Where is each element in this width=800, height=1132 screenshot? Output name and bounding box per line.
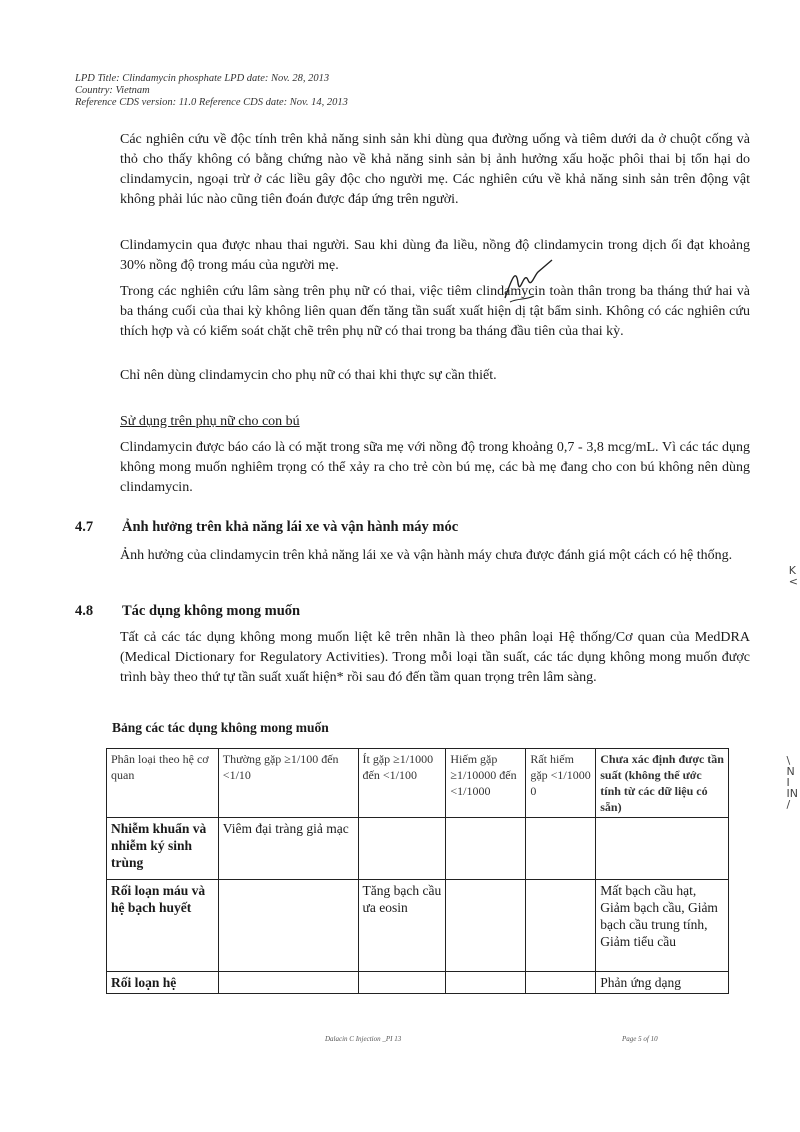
header-system-organ-class: Phân loại theo hệ cơ quan [107,749,219,818]
table-cell [446,818,526,880]
header-common: Thường gặp ≥1/100 đến <1/10 [218,749,358,818]
table-row [107,818,729,880]
table-cell [218,972,358,994]
header-line-title: LPD Title: Clindamycin phosphate LPD date: Nov. 28, 2013 [75,73,330,84]
table-cell [446,972,526,994]
table-cell: Rối loạn hệ [107,972,219,994]
table-cell: Tăng bạch cầu ưa eosin [358,880,446,972]
table-cell: Rối loạn máu và hệ bạch huyết [107,880,219,972]
section-4-8-number: 4.8 [75,603,94,619]
section-4-7-title: Ảnh hưởng trên khả năng lái xe và vận hành máy móc [122,519,459,535]
paragraph-reproductive-toxicity: Các nghiên cứu về độc tính trên khả năng sinh sản khi dùng qua đường uống và tiêm dưới da ở chuột cống và thỏ cho thấy không có bằng chứng nào về khả năng sinh sản bị ảnh hưởng xấu hoặc phôi thai bị tổn hại do clindamycin, ngoại trừ ở các liều gây độc cho người mẹ. Các nghiên cứu về khả năng sinh sản trên động vật không phải lúc nào cũng tiên đoán được đáp ứng trên người. [120,132,750,207]
table-cell: Phản ứng dạng [596,972,729,994]
paragraph-use-in-pregnancy: Chỉ nên dùng clindamycin cho phụ nữ có thai khi thực sự cần thiết. [120,368,497,383]
header-very-rare: Rất hiếm gặp <1/1000 0 [526,749,596,818]
adverse-effects-table [106,748,729,994]
table-header-row [107,749,729,818]
subheading-breastfeeding: Sử dụng trên phụ nữ cho con bú [120,414,300,429]
table-cell: Viêm đại tràng giả mạc [218,818,358,880]
header-rare: Hiếm gặp ≥1/10000 đến <1/1000 [446,749,526,818]
header-uncommon: Ít gặp ≥1/1000 đến <1/100 [358,749,446,818]
table-cell [218,880,358,972]
section-4-7-number: 4.7 [75,519,94,535]
footer-document-name: Dalacin C Injection _PI 13 [325,1035,402,1043]
section-4-8-title: Tác dụng không mong muốn [122,603,301,619]
table-cell [358,972,446,994]
table-row [107,972,729,994]
paragraph-placenta: Clindamycin qua được nhau thai người. Sau khi dùng đa liều, nồng độ clindamycin trong dịch ối đạt khoảng 30% nồng độ trong máu của người mẹ. [120,238,750,273]
header-unknown-frequency: Chưa xác định được tần suất (không thể ước tính từ các dữ liệu có sẵn) [596,749,729,818]
paragraph-meddra: Tất cả các tác dụng không mong muốn liệt kê trên nhãn là theo phân loại Hệ thống/Cơ quan của MedDRA (Medical Dictionary for Regulatory Activities). Trong mỗi loại tần suất, các tác dụng không mong muốn được trình bày theo thứ tự tần suất xuất hiện* rồi sau đó đến tầm quan trọng trên lâm sàng. [120,630,750,685]
table-title: Bảng các tác dụng không mong muốn [112,720,329,735]
table-cell [526,880,596,972]
footer-page-number: Page 5 of 10 [622,1035,658,1043]
paragraph-driving: Ảnh hưởng của clindamycin trên khả năng lái xe và vận hành máy chưa được đánh giá một cách có hệ thống. [120,548,733,563]
document-header [75,73,348,109]
header-line-reference: Reference CDS version: 11.0 Reference CDS date: Nov. 14, 2013 [75,97,348,108]
handwritten-signature [500,258,560,313]
paragraph-clinical-studies: Trong các nghiên cứu lâm sàng trên phụ nữ có thai, việc tiêm clindamycin toàn thân trong ba tháng thứ hai và ba tháng cuối của thai kỳ không liên quan đến tăng tần suất xuất hiện dị tật bẩm sinh. Không có các nghiên cứu thích hợp và có kiểm soát chặt chẽ trên phụ nữ có thai trong ba tháng đầu tiên của thai kỳ. [120,284,750,339]
table-cell [596,818,729,880]
header-line-country: Country: Vietnam [75,85,150,96]
margin-stamp-marks-top: K < [788,564,798,588]
table-cell: Nhiễm khuẩn và nhiễm ký sinh trùng [107,818,219,880]
table-row [107,880,729,972]
table-cell [526,972,596,994]
table-cell [446,880,526,972]
paragraph-breastfeeding: Clindamycin được báo cáo là có mặt trong sữa mẹ với nồng độ trong khoảng 0,7 - 3,8 mcg/mL. Vì các tác dụng không mong muốn nghiêm trọng có thể xảy ra cho trẻ còn bú mẹ, các bà mẹ đang cho con bú không nên dùng clindamycin. [120,440,750,495]
margin-stamp-marks-bottom: \ N I IN / [786,754,798,811]
table-cell [526,818,596,880]
table-cell [358,818,446,880]
table-cell: Mất bạch cầu hạt, Giảm bạch cầu, Giảm bạch cầu trung tính, Giảm tiểu cầu [596,880,729,972]
